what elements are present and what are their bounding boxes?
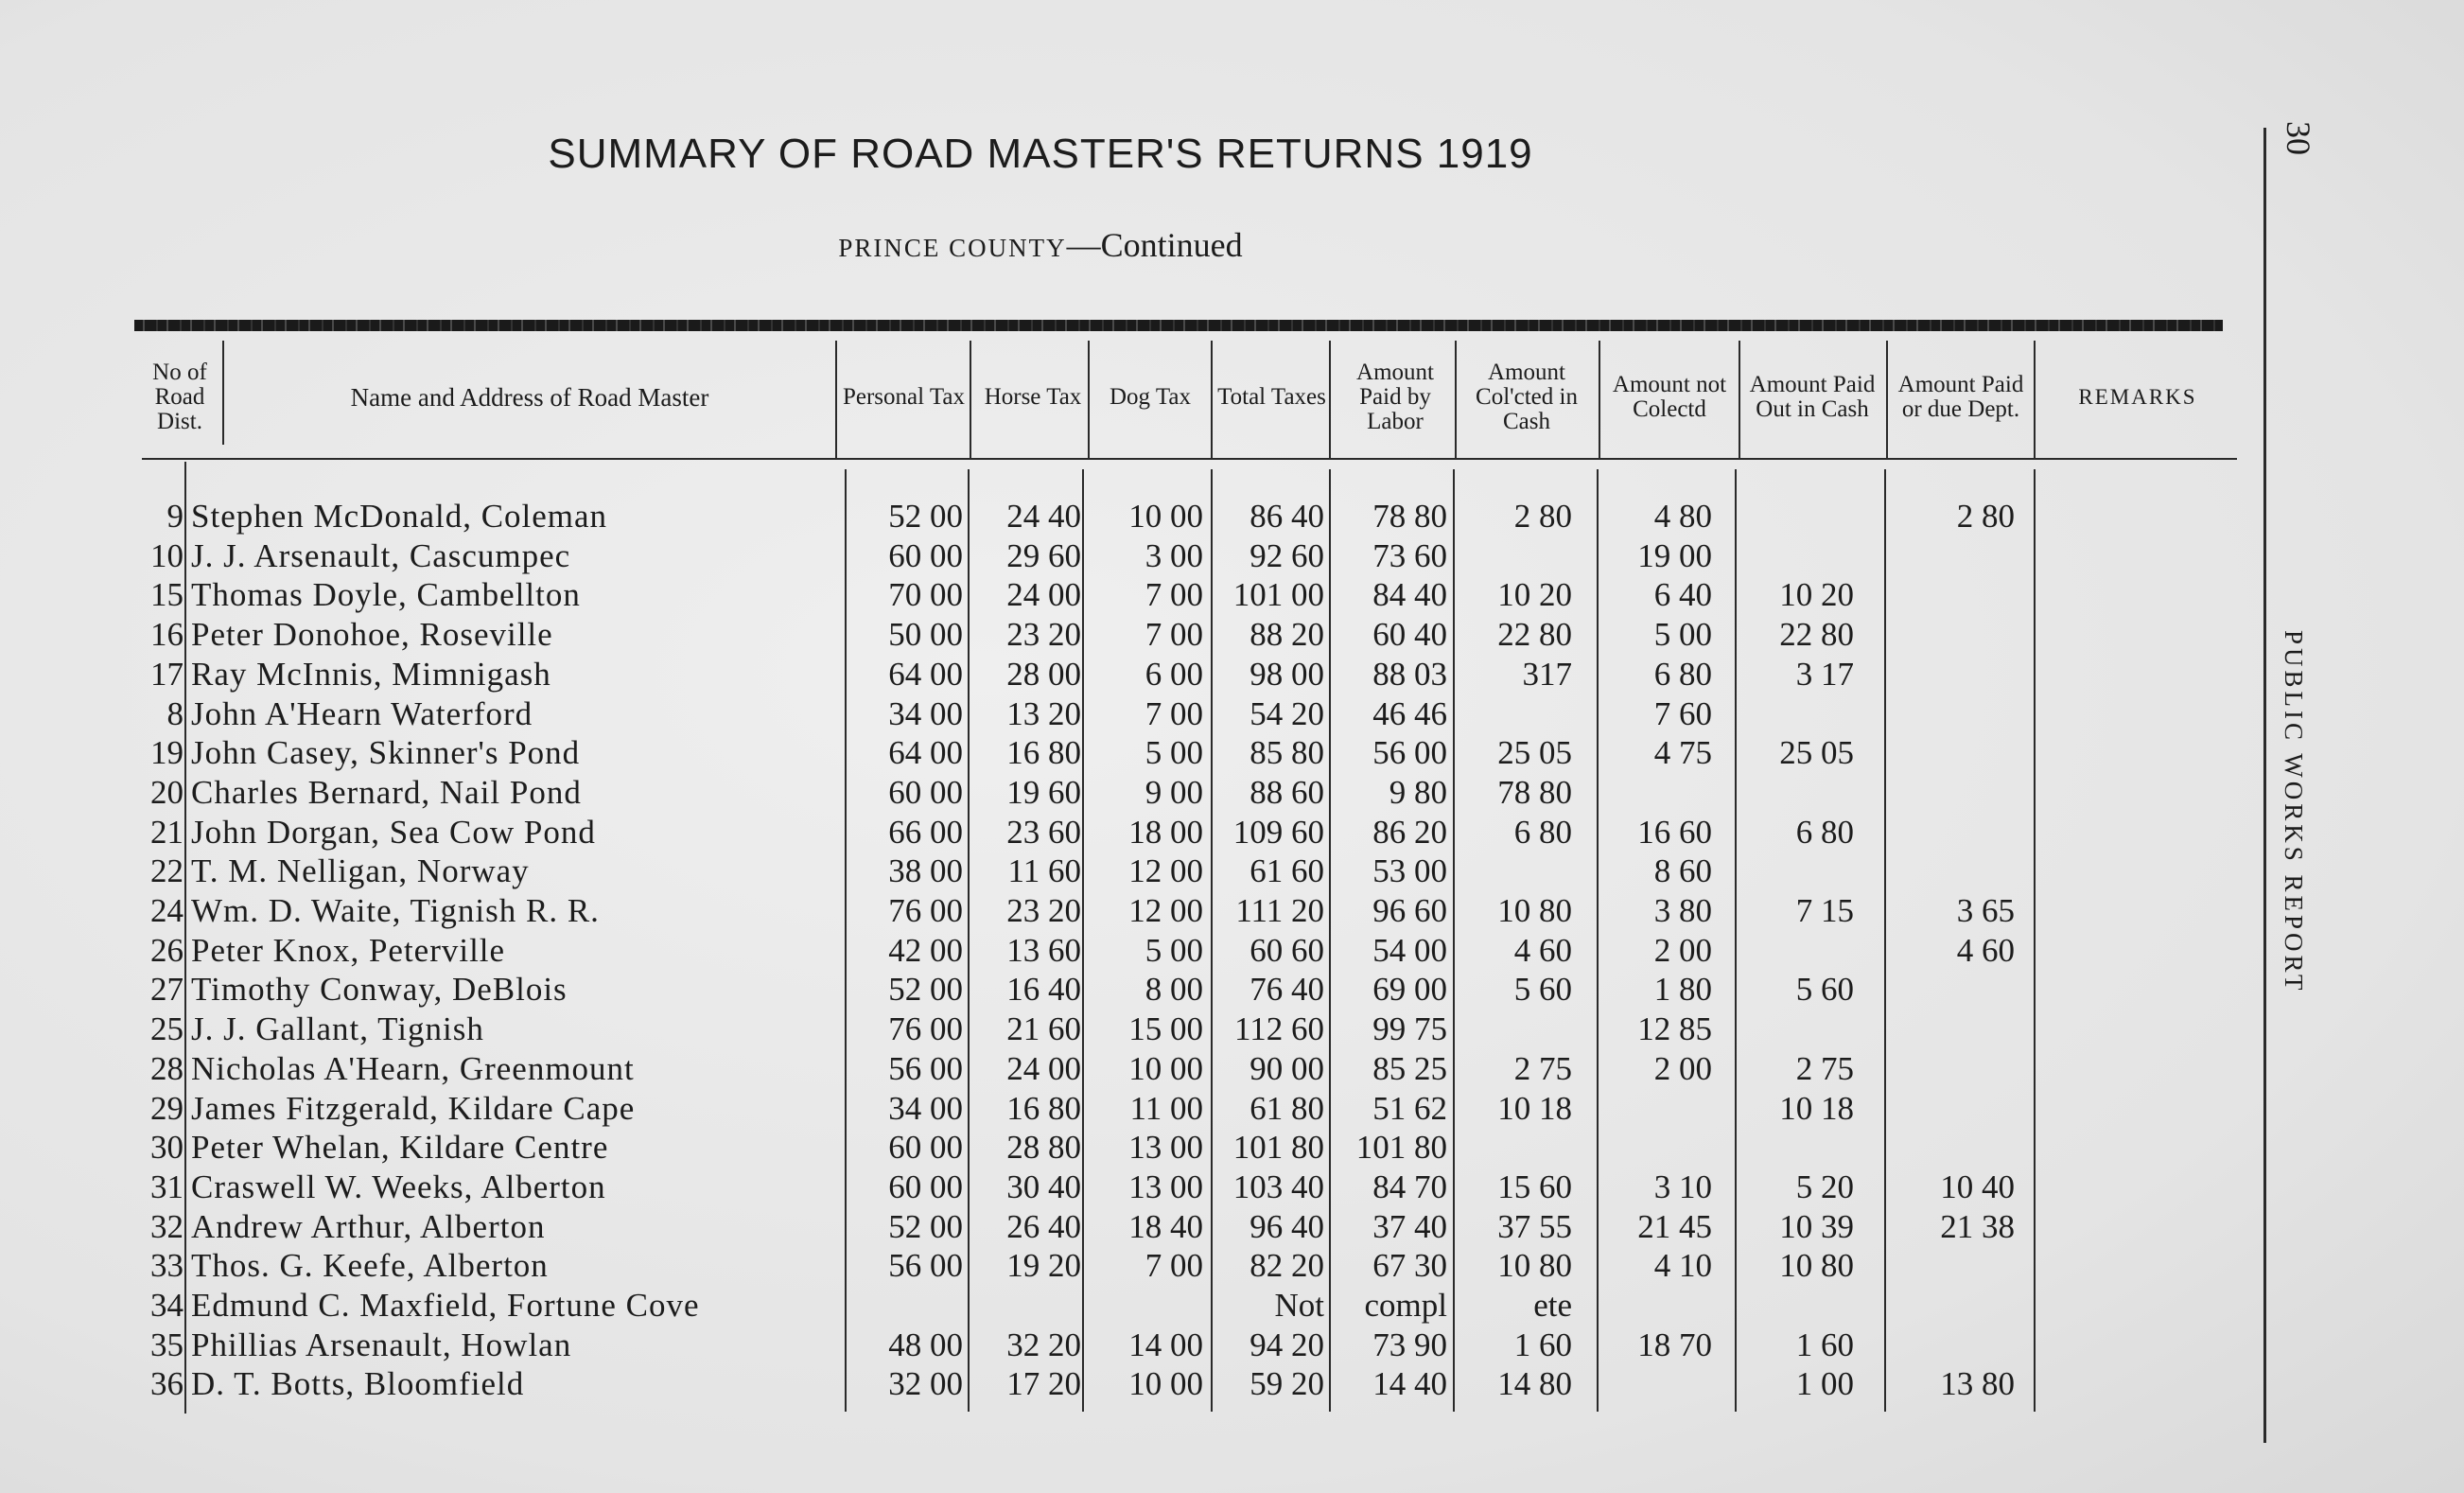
road-district-number: 8 xyxy=(166,694,183,732)
road-district-number: 9 xyxy=(166,498,183,535)
total-taxes-value: Not xyxy=(1274,1287,1324,1324)
road-master-name: Edmund C. Maxfield, Fortune Cove xyxy=(191,1287,700,1324)
total-taxes-value: 88 60 xyxy=(1249,773,1324,811)
collected-cash-value: 10 20 xyxy=(1497,576,1572,614)
total-taxes-value: 59 20 xyxy=(1249,1365,1324,1403)
horse-tax-value: 19 20 xyxy=(1006,1247,1081,1285)
personal-tax-value: 52 00 xyxy=(888,498,963,535)
collected-cash-value: 37 55 xyxy=(1497,1207,1572,1245)
road-master-name: John A'Hearn Waterford xyxy=(191,694,533,732)
collected-cash-value: 6 80 xyxy=(1513,813,1572,851)
road-master-name: James Fitzgerald, Kildare Cape xyxy=(191,1089,636,1127)
table-row xyxy=(0,655,2081,694)
personal-tax-value: 52 00 xyxy=(888,1207,963,1245)
collected-cash-value: 317 xyxy=(1522,655,1572,693)
paid-by-labor-value: 73 60 xyxy=(1372,536,1447,574)
table-row xyxy=(0,970,2081,1010)
road-district-number: 27 xyxy=(150,971,183,1009)
paid-by-labor-value: 101 80 xyxy=(1355,1129,1447,1167)
road-district-number: 17 xyxy=(150,655,183,693)
road-master-name: John Casey, Skinner's Pond xyxy=(191,734,581,772)
dog-tax-value: 13 00 xyxy=(1128,1168,1203,1205)
header-divider xyxy=(222,341,224,445)
collected-cash-value: 10 18 xyxy=(1497,1089,1572,1127)
paid-by-labor-value: 86 20 xyxy=(1372,813,1447,851)
paid-by-labor-value: 51 62 xyxy=(1372,1089,1447,1127)
table-row xyxy=(0,1128,2081,1168)
table-row xyxy=(0,813,2081,852)
personal-tax-value: 42 00 xyxy=(888,931,963,969)
total-taxes-value: 109 60 xyxy=(1232,813,1324,851)
table-row xyxy=(0,891,2081,931)
header-total-taxes: Total Taxes xyxy=(1217,384,1326,410)
road-district-number: 26 xyxy=(150,931,183,969)
personal-tax-value: 76 00 xyxy=(888,1010,963,1048)
road-district-number: 24 xyxy=(150,892,183,929)
road-district-number: 25 xyxy=(150,1010,183,1048)
road-master-name: Wm. D. Waite, Tignish R. R. xyxy=(191,892,600,929)
horse-tax-value: 24 00 xyxy=(1006,1049,1081,1087)
collected-cash-value: 10 80 xyxy=(1497,1247,1572,1285)
paid-out-cash-value: 25 05 xyxy=(1779,734,1854,772)
not-collected-value: 18 70 xyxy=(1637,1326,1712,1363)
horse-tax-value: 13 20 xyxy=(1006,694,1081,732)
paid-out-cash-value: 10 18 xyxy=(1779,1089,1854,1127)
paid-by-labor-value: 85 25 xyxy=(1372,1049,1447,1087)
table-row xyxy=(0,1089,2081,1129)
paid-due-dept-value: 3 65 xyxy=(1956,892,2015,929)
horse-tax-value: 16 40 xyxy=(1006,971,1081,1009)
dog-tax-value: 10 00 xyxy=(1128,498,1203,535)
paid-by-labor-value: 67 30 xyxy=(1372,1247,1447,1285)
not-collected-value: 4 10 xyxy=(1653,1247,1712,1285)
personal-tax-value: 60 00 xyxy=(888,773,963,811)
header-divider xyxy=(835,341,837,460)
header-divider xyxy=(970,341,971,460)
personal-tax-value: 70 00 xyxy=(888,576,963,614)
collected-cash-value: 2 75 xyxy=(1513,1049,1572,1087)
horse-tax-value: 29 60 xyxy=(1006,536,1081,574)
horse-tax-value: 28 80 xyxy=(1006,1129,1081,1167)
paid-by-labor-value: 96 60 xyxy=(1372,892,1447,929)
table-row xyxy=(0,1207,2081,1247)
running-head: PUBLIC WORKS REPORT xyxy=(2280,629,2308,994)
table-row xyxy=(0,575,2081,615)
total-taxes-value: 82 20 xyxy=(1249,1247,1324,1285)
total-taxes-value: 85 80 xyxy=(1249,734,1324,772)
personal-tax-value: 38 00 xyxy=(888,852,963,890)
header-paid-due-dept: Amount Paid or due Dept. xyxy=(1897,372,2024,422)
page-subtitle xyxy=(0,225,2081,265)
personal-tax-value: 56 00 xyxy=(888,1049,963,1087)
dog-tax-value: 7 00 xyxy=(1145,576,1203,614)
personal-tax-value: 52 00 xyxy=(888,971,963,1009)
table-row xyxy=(0,694,2081,734)
paid-out-cash-value: 10 39 xyxy=(1779,1207,1854,1245)
horse-tax-value: 32 20 xyxy=(1006,1326,1081,1363)
road-district-number: 15 xyxy=(150,576,183,614)
table-row xyxy=(0,733,2081,773)
header-horse-tax: Horse Tax xyxy=(984,384,1082,410)
table-row xyxy=(0,1246,2081,1286)
road-master-name: John Dorgan, Sea Cow Pond xyxy=(191,813,596,851)
paid-out-cash-value: 1 60 xyxy=(1795,1326,1854,1363)
horse-tax-value: 19 60 xyxy=(1006,773,1081,811)
dog-tax-value: 12 00 xyxy=(1128,892,1203,929)
header-divider xyxy=(1886,341,1888,460)
total-taxes-value: 76 40 xyxy=(1249,971,1324,1009)
dog-tax-value: 9 00 xyxy=(1145,773,1203,811)
dog-tax-value: 14 00 xyxy=(1128,1326,1203,1363)
personal-tax-value: 64 00 xyxy=(888,734,963,772)
dog-tax-value: 10 00 xyxy=(1128,1365,1203,1403)
subtitle-continued: —Continued xyxy=(1066,226,1243,264)
paid-out-cash-value: 6 80 xyxy=(1795,813,1854,851)
header-divider xyxy=(2034,341,2036,460)
not-collected-value: 16 60 xyxy=(1637,813,1712,851)
collected-cash-value: 78 80 xyxy=(1497,773,1572,811)
personal-tax-value: 50 00 xyxy=(888,616,963,654)
paid-by-labor-value: 84 40 xyxy=(1372,576,1447,614)
personal-tax-value: 56 00 xyxy=(888,1247,963,1285)
collected-cash-value: 22 80 xyxy=(1497,616,1572,654)
road-district-number: 31 xyxy=(150,1168,183,1205)
dog-tax-value: 18 40 xyxy=(1128,1207,1203,1245)
horse-tax-value: 16 80 xyxy=(1006,734,1081,772)
total-taxes-value: 111 20 xyxy=(1235,892,1324,929)
road-master-name: Charles Bernard, Nail Pond xyxy=(191,773,582,811)
paid-out-cash-value: 2 75 xyxy=(1795,1049,1854,1087)
road-master-name: Peter Whelan, Kildare Centre xyxy=(191,1129,609,1167)
paid-out-cash-value: 10 20 xyxy=(1779,576,1854,614)
dog-tax-value: 5 00 xyxy=(1145,734,1203,772)
paid-by-labor-value: 9 80 xyxy=(1389,773,1447,811)
road-district-number: 28 xyxy=(150,1049,183,1087)
table-row xyxy=(0,1049,2081,1089)
paid-by-labor-value: 56 00 xyxy=(1372,734,1447,772)
paid-out-cash-value: 3 17 xyxy=(1795,655,1854,693)
paid-by-labor-value: 46 46 xyxy=(1372,694,1447,732)
paid-due-dept-value: 2 80 xyxy=(1956,498,2015,535)
collected-cash-value: 2 80 xyxy=(1513,498,1572,535)
paid-due-dept-value: 21 38 xyxy=(1940,1207,2015,1245)
horse-tax-value: 21 60 xyxy=(1006,1010,1081,1048)
road-district-number: 30 xyxy=(150,1129,183,1167)
horse-tax-value: 30 40 xyxy=(1006,1168,1081,1205)
collected-cash-value: 14 80 xyxy=(1497,1365,1572,1403)
not-collected-value: 2 00 xyxy=(1653,1049,1712,1087)
total-taxes-value: 103 40 xyxy=(1232,1168,1324,1205)
header-dog-tax: Dog Tax xyxy=(1110,384,1191,410)
road-master-name: Nicholas A'Hearn, Greenmount xyxy=(191,1049,635,1087)
total-taxes-value: 94 20 xyxy=(1249,1326,1324,1363)
personal-tax-value: 34 00 xyxy=(888,694,963,732)
table-row xyxy=(0,497,2081,536)
road-master-name: J. J. Gallant, Tignish xyxy=(191,1010,484,1048)
table-row xyxy=(0,536,2081,576)
paid-by-labor-value: 78 80 xyxy=(1372,498,1447,535)
paid-by-labor-value: 84 70 xyxy=(1372,1168,1447,1205)
paid-out-cash-value: 5 60 xyxy=(1795,971,1854,1009)
personal-tax-value: 60 00 xyxy=(888,1168,963,1205)
paid-out-cash-value: 7 15 xyxy=(1795,892,1854,929)
table-row xyxy=(0,1286,2081,1326)
personal-tax-value: 66 00 xyxy=(888,813,963,851)
road-master-name: Craswell W. Weeks, Alberton xyxy=(191,1168,606,1205)
road-district-number: 22 xyxy=(150,852,183,890)
header-divider xyxy=(1599,341,1600,460)
not-collected-value: 4 75 xyxy=(1653,734,1712,772)
table-row xyxy=(0,1010,2081,1049)
not-collected-value: 19 00 xyxy=(1637,536,1712,574)
road-district-number: 19 xyxy=(150,734,183,772)
road-master-name: Timothy Conway, DeBlois xyxy=(191,971,568,1009)
paid-by-labor-value: compl xyxy=(1364,1287,1447,1324)
collected-cash-value: 15 60 xyxy=(1497,1168,1572,1205)
paid-by-labor-value: 14 40 xyxy=(1372,1365,1447,1403)
road-master-name: Peter Knox, Peterville xyxy=(191,931,506,969)
horse-tax-value: 24 40 xyxy=(1006,498,1081,535)
paid-due-dept-value: 10 40 xyxy=(1940,1168,2015,1205)
collected-cash-value: 10 80 xyxy=(1497,892,1572,929)
paid-by-labor-value: 69 00 xyxy=(1372,971,1447,1009)
not-collected-value: 21 45 xyxy=(1637,1207,1712,1245)
header-paid-out-cash: Amount Paid Out in Cash xyxy=(1749,372,1876,422)
horse-tax-value: 11 60 xyxy=(1007,852,1081,890)
horse-tax-value: 16 80 xyxy=(1006,1089,1081,1127)
total-taxes-value: 101 80 xyxy=(1232,1129,1324,1167)
header-personal-tax: Personal Tax xyxy=(842,384,966,410)
road-district-number: 20 xyxy=(150,773,183,811)
table-row xyxy=(0,773,2081,813)
paid-by-labor-value: 53 00 xyxy=(1372,852,1447,890)
table-row xyxy=(0,852,2081,891)
header-divider xyxy=(1329,341,1331,460)
horse-tax-value: 13 60 xyxy=(1006,931,1081,969)
horse-tax-value: 17 20 xyxy=(1006,1365,1081,1403)
dog-tax-value: 15 00 xyxy=(1128,1010,1203,1048)
header-not-collected: Amount not Colectd xyxy=(1612,372,1727,422)
header-divider xyxy=(1455,341,1457,460)
road-master-name: Ray McInnis, Mimnigash xyxy=(191,655,551,693)
not-collected-value: 3 10 xyxy=(1653,1168,1712,1205)
road-district-number: 36 xyxy=(150,1365,183,1403)
total-taxes-value: 61 60 xyxy=(1249,852,1324,890)
dog-tax-value: 6 00 xyxy=(1145,655,1203,693)
total-taxes-value: 90 00 xyxy=(1249,1049,1324,1087)
collected-cash-value: 5 60 xyxy=(1513,971,1572,1009)
road-master-name: Andrew Arthur, Alberton xyxy=(191,1207,546,1245)
dog-tax-value: 7 00 xyxy=(1145,1247,1203,1285)
page-number: 30 xyxy=(2280,121,2317,155)
total-taxes-value: 88 20 xyxy=(1249,616,1324,654)
paid-by-labor-value: 73 90 xyxy=(1372,1326,1447,1363)
not-collected-value: 2 00 xyxy=(1653,931,1712,969)
road-district-number: 32 xyxy=(150,1207,183,1245)
road-master-name: T. M. Nelligan, Norway xyxy=(191,852,530,890)
not-collected-value: 7 60 xyxy=(1653,694,1712,732)
road-master-name: Stephen McDonald, Coleman xyxy=(191,498,608,535)
paid-out-cash-value: 1 00 xyxy=(1795,1365,1854,1403)
road-master-name: Peter Donohoe, Roseville xyxy=(191,616,553,654)
road-master-name: Thos. G. Keefe, Alberton xyxy=(191,1247,549,1285)
total-taxes-value: 61 80 xyxy=(1249,1089,1324,1127)
horse-tax-value: 23 60 xyxy=(1006,813,1081,851)
total-taxes-value: 101 00 xyxy=(1232,576,1324,614)
total-taxes-value: 54 20 xyxy=(1249,694,1324,732)
not-collected-value: 12 85 xyxy=(1637,1010,1712,1048)
dog-tax-value: 3 00 xyxy=(1145,536,1203,574)
dog-tax-value: 5 00 xyxy=(1145,931,1203,969)
table-row xyxy=(0,1168,2081,1207)
dog-tax-value: 8 00 xyxy=(1145,971,1203,1009)
county-name: PRINCE COUNTY xyxy=(838,234,1067,262)
not-collected-value: 6 80 xyxy=(1653,655,1712,693)
header-dist: No of Road Dist. xyxy=(152,360,207,434)
header-remarks: REMARKS xyxy=(2078,385,2197,409)
horse-tax-value: 26 40 xyxy=(1006,1207,1081,1245)
horse-tax-value: 28 00 xyxy=(1006,655,1081,693)
road-district-number: 10 xyxy=(150,536,183,574)
collected-cash-value: ete xyxy=(1533,1287,1572,1324)
personal-tax-value: 76 00 xyxy=(888,892,963,929)
road-district-number: 29 xyxy=(150,1089,183,1127)
paid-out-cash-value: 5 20 xyxy=(1795,1168,1854,1205)
collected-cash-value: 25 05 xyxy=(1497,734,1572,772)
paid-by-labor-value: 54 00 xyxy=(1372,931,1447,969)
heavy-rule xyxy=(134,320,2223,331)
not-collected-value: 1 80 xyxy=(1653,971,1712,1009)
not-collected-value: 3 80 xyxy=(1653,892,1712,929)
collected-cash-value: 4 60 xyxy=(1513,931,1572,969)
paid-out-cash-value: 22 80 xyxy=(1779,616,1854,654)
personal-tax-value: 60 00 xyxy=(888,1129,963,1167)
dog-tax-value: 7 00 xyxy=(1145,694,1203,732)
road-master-name: J. J. Arsenault, Cascumpec xyxy=(191,536,571,574)
paid-due-dept-value: 13 80 xyxy=(1940,1365,2015,1403)
dog-tax-value: 13 00 xyxy=(1128,1129,1203,1167)
margin-rule xyxy=(2263,128,2266,1443)
dog-tax-value: 18 00 xyxy=(1128,813,1203,851)
not-collected-value: 4 80 xyxy=(1653,498,1712,535)
road-district-number: 16 xyxy=(150,616,183,654)
total-taxes-value: 112 60 xyxy=(1234,1010,1324,1048)
road-district-number: 21 xyxy=(150,813,183,851)
paid-by-labor-value: 37 40 xyxy=(1372,1207,1447,1245)
horse-tax-value: 23 20 xyxy=(1006,616,1081,654)
header-divider xyxy=(1739,341,1740,460)
paid-due-dept-value: 4 60 xyxy=(1956,931,2015,969)
header-divider xyxy=(1088,341,1090,460)
not-collected-value: 6 40 xyxy=(1653,576,1712,614)
not-collected-value: 5 00 xyxy=(1653,616,1712,654)
dog-tax-value: 12 00 xyxy=(1128,852,1203,890)
total-taxes-value: 96 40 xyxy=(1249,1207,1324,1245)
header-divider xyxy=(1211,341,1213,460)
table-row xyxy=(0,1364,2081,1404)
header-paid-by-labor: Amount Paid by Labor xyxy=(1356,360,1434,434)
road-district-number: 35 xyxy=(150,1326,183,1363)
dog-tax-value: 7 00 xyxy=(1145,616,1203,654)
paid-by-labor-value: 88 03 xyxy=(1372,655,1447,693)
header-rule xyxy=(142,458,2237,460)
page-title: SUMMARY OF ROAD MASTER'S RETURNS 1919 xyxy=(548,131,1533,177)
paid-by-labor-value: 60 40 xyxy=(1372,616,1447,654)
table-row xyxy=(0,931,2081,971)
not-collected-value: 8 60 xyxy=(1653,852,1712,890)
horse-tax-value: 24 00 xyxy=(1006,576,1081,614)
road-master-name: Thomas Doyle, Cambellton xyxy=(191,576,581,614)
total-taxes-value: 60 60 xyxy=(1249,931,1324,969)
road-master-name: D. T. Botts, Bloomfield xyxy=(191,1365,525,1403)
collected-cash-value: 1 60 xyxy=(1513,1326,1572,1363)
road-district-number: 34 xyxy=(150,1287,183,1324)
dog-tax-value: 11 00 xyxy=(1129,1089,1203,1127)
total-taxes-value: 86 40 xyxy=(1249,498,1324,535)
personal-tax-value: 32 00 xyxy=(888,1365,963,1403)
paid-out-cash-value: 10 80 xyxy=(1779,1247,1854,1285)
table-row xyxy=(0,1326,2081,1365)
dog-tax-value: 10 00 xyxy=(1128,1049,1203,1087)
header-name: Name and Address of Road Master xyxy=(350,383,709,412)
table-row xyxy=(0,615,2081,655)
personal-tax-value: 64 00 xyxy=(888,655,963,693)
total-taxes-value: 98 00 xyxy=(1249,655,1324,693)
road-district-number: 33 xyxy=(150,1247,183,1285)
personal-tax-value: 60 00 xyxy=(888,536,963,574)
personal-tax-value: 48 00 xyxy=(888,1326,963,1363)
header-collected-cash: Amount Col'cted in Cash xyxy=(1476,360,1578,434)
personal-tax-value: 34 00 xyxy=(888,1089,963,1127)
horse-tax-value: 23 20 xyxy=(1006,892,1081,929)
paid-by-labor-value: 99 75 xyxy=(1372,1010,1447,1048)
total-taxes-value: 92 60 xyxy=(1249,536,1324,574)
road-master-name: Phillias Arsenault, Howlan xyxy=(191,1326,572,1363)
